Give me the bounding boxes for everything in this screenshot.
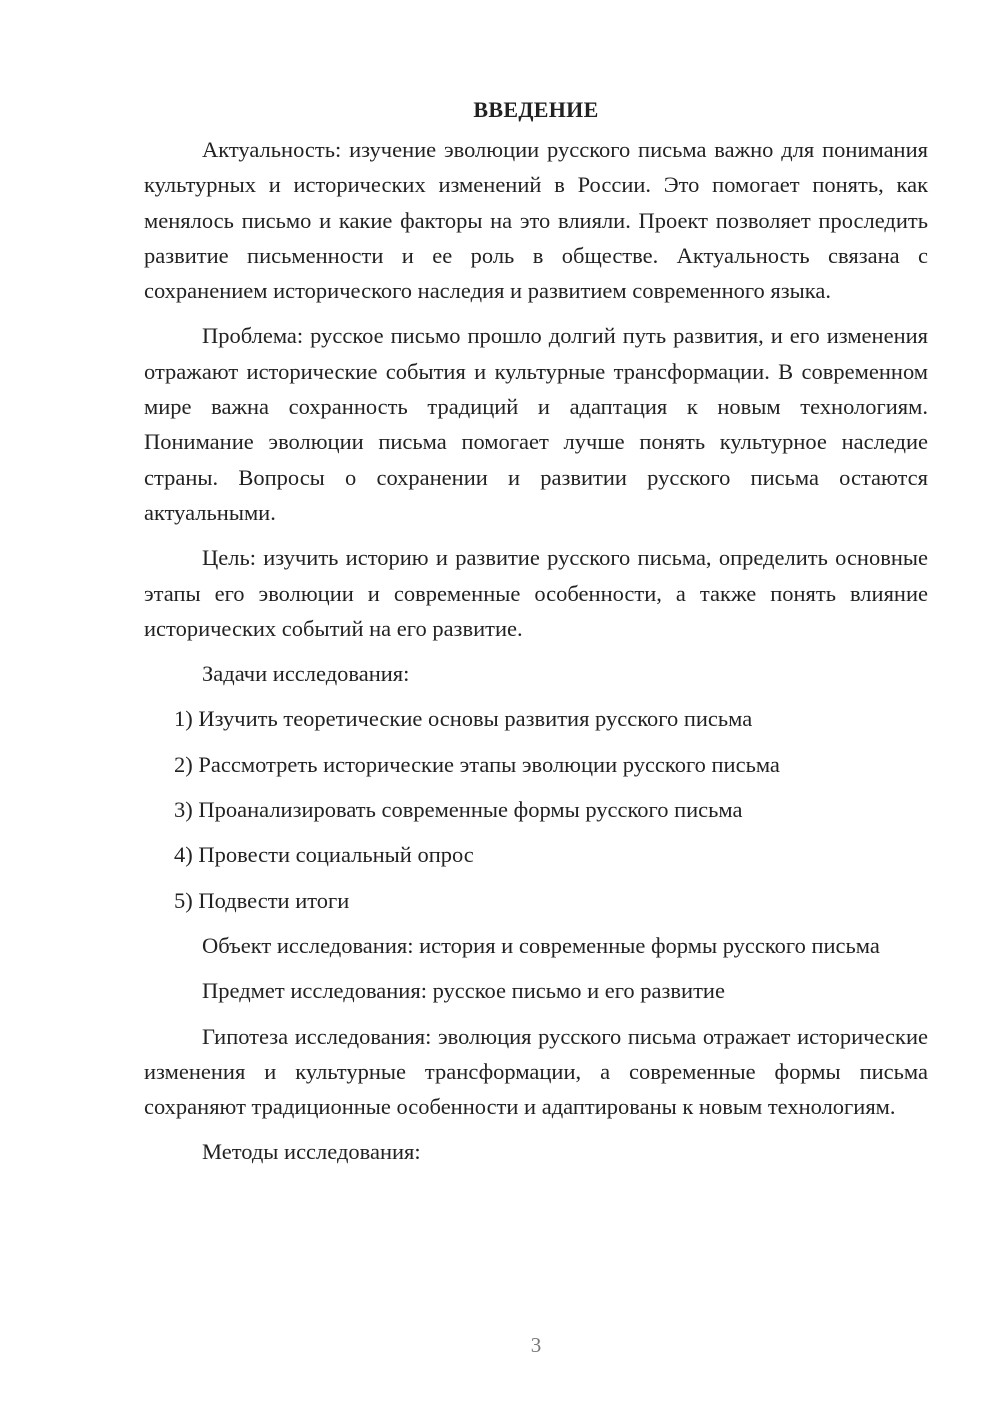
list-item: 2) Рассмотреть исторические этапы эволюции русского письма <box>174 751 780 777</box>
methods-heading: Методы исследования: <box>202 1139 421 1165</box>
goal-paragraph: Цель: изучить историю и развитие русского письма, определить основные этапы его эволюции и современные особенности, а также понять влияние исторических событий на его развитие. <box>144 545 928 641</box>
tasks-list <box>144 701 928 917</box>
list-item: 5) Подвести итоги <box>174 887 350 913</box>
list-item: 3) Проанализировать современные формы русского письма <box>174 797 743 823</box>
hypothesis-paragraph: Гипотеза исследования: эволюция русского письма отражает исторические изменения и культурные трансформации, а современные формы письма сохраняют традиционные особенности и адаптированы к новым технологиям. <box>144 1023 928 1120</box>
document-page <box>144 92 928 1180</box>
problem-paragraph: Проблема: русское письмо прошло долгий путь развития, и его изменения отражают исторические события и культурные трансформации. В современном мире важна сохранность традиций и адаптация к новым технологиям. Понимание эволюции письма помогает лучше понять культурное наследие страны. Вопросы о сохранении и развитии русского письма остаются актуальными. <box>144 323 928 525</box>
list-item: 1) Изучить теоретические основы развития русского письма <box>174 706 753 732</box>
page-number: 3 <box>530 1333 542 1357</box>
list-item: 4) Провести социальный опрос <box>174 842 474 868</box>
subject-paragraph: Предмет исследования: русское письмо и его развитие <box>202 978 725 1004</box>
relevance-paragraph: Актуальность: изучение эволюции русского письма важно для понимания культурных и исторических изменений в России. Это помогает понять, как менялось письмо и какие факторы на это влияли. Проект позволяет проследить развитие письменности и ее роль в обществе. Актуальность связана с сохранением исторического наследия и развитием современного языка. <box>144 137 928 304</box>
tasks-heading: Задачи исследования: <box>202 661 410 687</box>
page-title: ВВЕДЕНИЕ <box>473 97 599 122</box>
object-paragraph: Объект исследования: история и современные формы русского письма <box>202 932 880 958</box>
